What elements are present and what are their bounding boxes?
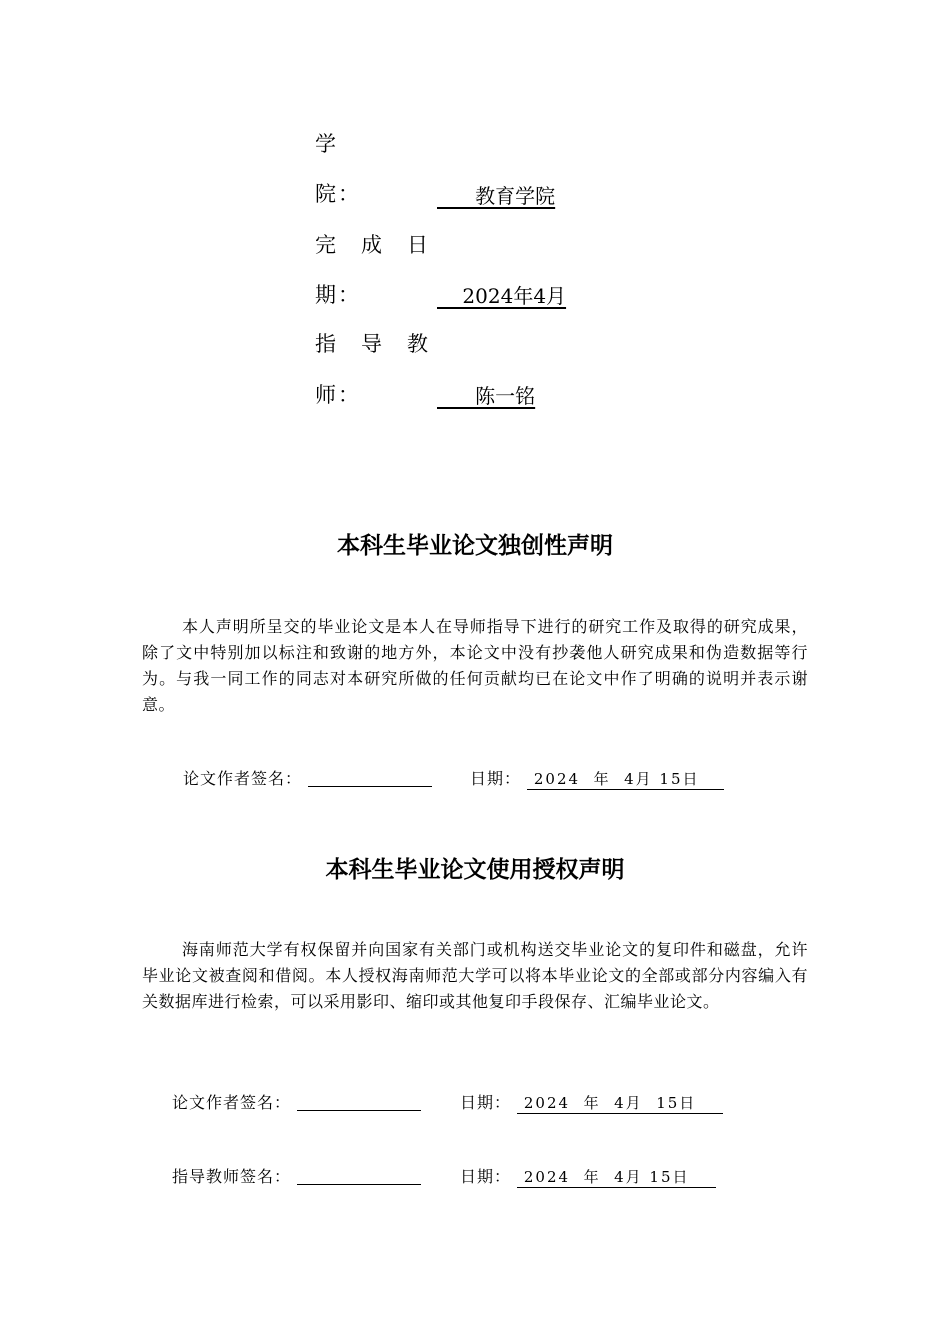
originality-date-row (470, 766, 724, 789)
date-value: 2024 年 4月 15日 (517, 1094, 723, 1114)
completion-date-value: 2024年4月 (437, 284, 567, 308)
date-value: 2024 年 4月 15日 (527, 770, 724, 790)
originality-title: 本科生毕业论文独创性声明 (337, 533, 613, 559)
college-label-line2: 院： (315, 182, 361, 206)
college-value: 教育学院 (437, 184, 556, 208)
authorization-author-sign-row (172, 1090, 421, 1113)
originality-author-sign-row (183, 766, 432, 789)
authorization-advisor-date-row (460, 1164, 716, 1187)
author-sign-label: 论文作者签名： (183, 769, 303, 788)
date-value: 2024 年 4月 15日 (517, 1168, 716, 1188)
date-label: 日期： (470, 769, 522, 788)
author-sign-label: 论文作者签名： (172, 1093, 292, 1112)
advisor-value: 陈一铭 (437, 384, 536, 408)
authorization-advisor-sign-row (172, 1164, 421, 1187)
author-signature-line (297, 1109, 421, 1111)
date-label-line1: 完 成 日 (315, 233, 430, 257)
date-label-line2: 期： (315, 283, 361, 307)
advisor-signature-line (297, 1183, 421, 1185)
authorization-body (142, 937, 808, 1015)
advisor-label-line2: 师： (315, 383, 361, 407)
date-label: 日期： (460, 1167, 512, 1186)
advisor-label-line1: 指 导 教 (315, 332, 430, 356)
author-signature-line (308, 785, 432, 787)
authorization-title: 本科生毕业论文使用授权声明 (325, 857, 625, 883)
authorization-author-date-row (460, 1090, 723, 1113)
authorization-paragraph: 海南师范大学有权保留并向国家有关部门或机构送交毕业论文的复印件和磁盘，允许毕业论文被查阅和借阅。本人授权海南师范大学可以将本毕业论文的全部或部分内容编入有关数据库进行检索，可以采用影印、缩印或其他复印手段保存、汇编毕业论文。 (142, 940, 808, 1011)
date-label: 日期： (460, 1093, 512, 1112)
college-label-line1: 学 (315, 132, 338, 156)
originality-body (142, 614, 808, 718)
originality-paragraph: 本人声明所呈交的毕业论文是本人在导师指导下进行的研究工作及取得的研究成果，除了文中特别加以标注和致谢的地方外，本论文中没有抄袭他人研究成果和伪造数据等行为。与我一同工作的同志对本研究所做的任何贡献均已在论文中作了明确的说明并表示谢意。 (142, 617, 808, 714)
advisor-sign-label: 指导教师签名： (172, 1167, 292, 1186)
